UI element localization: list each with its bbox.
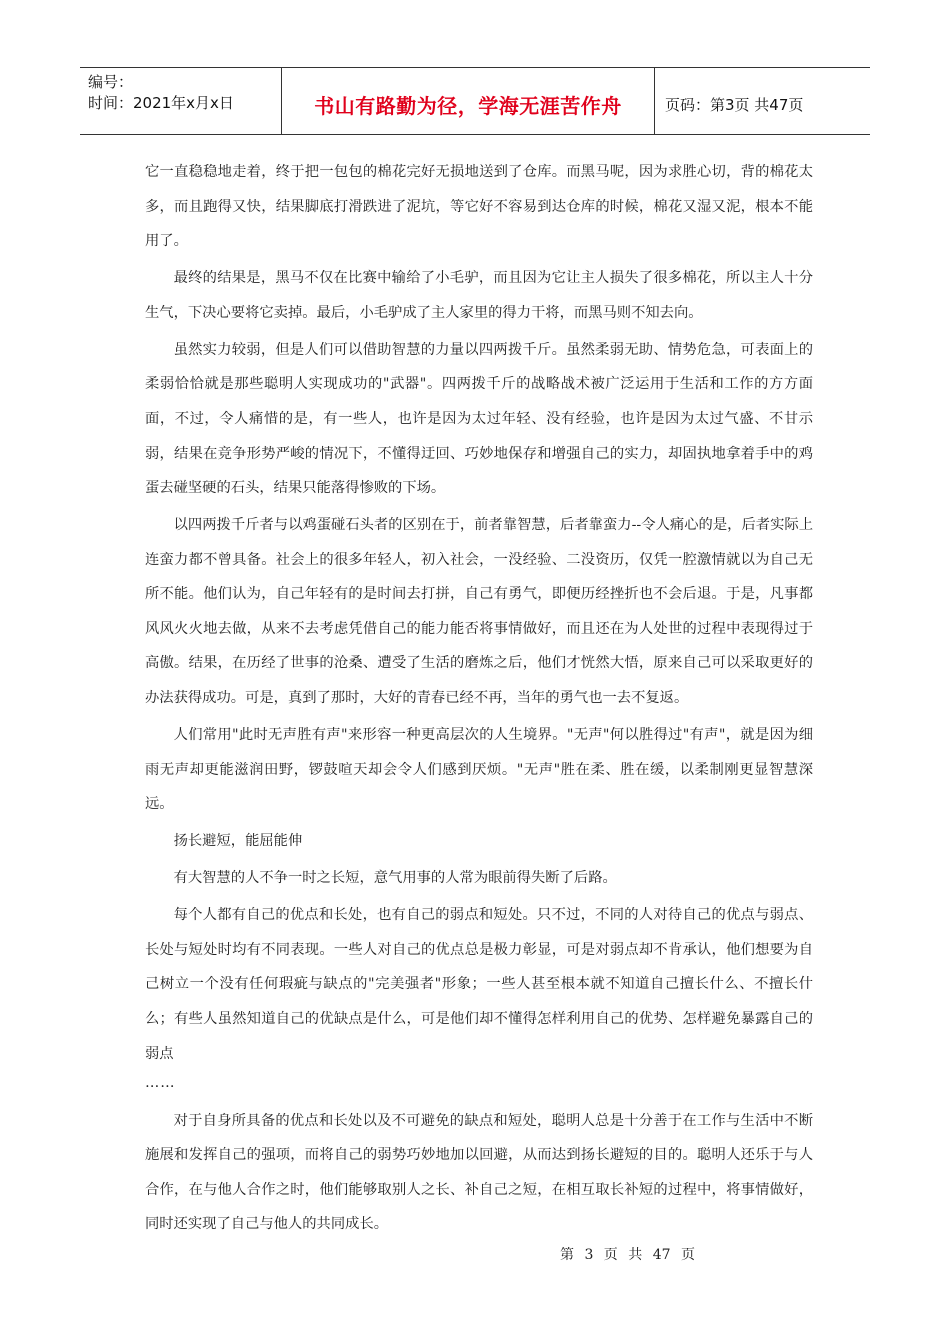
paragraph: 对于自身所具备的优点和长处以及不可避免的缺点和短处，聪明人总是十分善于在工作与生活中不断施展和发挥自己的强项，而将自己的弱势巧妙地加以回避，从而达到扬长避短的目的。聪明人还乐于与人合作，在与他人合作之时，他们能够取别人之长、补自己之短，在相互取长补短的过程中，将事情做好，同时还实现了自己与他人的共同成长。 bbox=[145, 1112, 813, 1233]
motto-text: 书山有路勤为径，学海无涯苦作舟 bbox=[314, 93, 622, 118]
paragraph: 虽然实力较弱，但是人们可以借助智慧的力量以四两拨千斤。虽然柔弱无助、情势危急，可表面上的柔弱恰恰就是那些聪明人实现成功的"武器"。四两拨千斤的战略战术被广泛运用于生活和工作的方方面面，不过，令人痛惜的是，有一些人，也许是因为太过年轻、没有经验，也许是因为太过气盛、不甘示弱，结果在竞争形势严峻的情况下，不懂得迂回、巧妙地保存和增强自己的实力，却固执地拿着手中的鸡蛋去碰坚硬的石头，结果只能落得惨败的下场。 bbox=[145, 341, 813, 497]
header-page-code: 页码：第3页 共47页 bbox=[665, 95, 804, 114]
section-heading: 扬长避短，能屈能伸 bbox=[173, 833, 303, 850]
document-body bbox=[145, 155, 813, 1244]
page-footer: 第 3 页 共 47 页 bbox=[560, 1247, 695, 1263]
paragraph: 人们常用"此时无声胜有声"来形容一种更高层次的人生境界。"无声"何以胜得过"有声"，就是因为细雨无声却更能滋润田野，锣鼓喧天却会令人们感到厌烦。"无声"胜在柔、胜在缓，以柔制刚更显智慧深远。 bbox=[145, 727, 813, 813]
serial-number-label: 编号： bbox=[88, 73, 134, 91]
paragraph: 最终的结果是，黑马不仅在比赛中输给了小毛驴，而且因为它让主人损失了很多棉花，所以主人十分生气，下决心要将它卖掉。最后，小毛驴成了主人家里的得力干将，而黑马则不知去向。 bbox=[145, 270, 813, 321]
document-header bbox=[80, 67, 870, 135]
header-motto-cell bbox=[282, 68, 655, 134]
header-meta bbox=[80, 68, 282, 134]
paragraph: 有大智慧的人不争一时之长短，意气用事的人常为眼前得失断了后路。 bbox=[173, 870, 617, 887]
date-label: 时间：2021年x月x日 bbox=[88, 94, 234, 112]
paragraph: 每个人都有自己的优点和长处，也有自己的弱点和短处。只不过，不同的人对待自己的优点与弱点、长处与短处时均有不同表现。一些人对自己的优点总是极力彰显，可是对弱点却不肯承认，他们想要为自己树立一个没有任何瑕疵与缺点的"完美强者"形象；一些人甚至根本就不知道自己擅长什么、不擅长什么；有些人虽然知道自己的优缺点是什么，可是他们却不懂得怎样利用自己的优势、怎样避免暴露自己的弱点 bbox=[145, 907, 813, 1062]
header-page-cell bbox=[655, 68, 870, 134]
ellipsis: …… bbox=[145, 1074, 176, 1091]
paragraph: 它一直稳稳地走着，终于把一包包的棉花完好无损地送到了仓库。而黑马呢，因为求胜心切，背的棉花太多，而且跑得又快，结果脚底打滑跌进了泥坑，等它好不容易到达仓库的时候，棉花又湿又泥，根本不能用了。 bbox=[145, 164, 813, 250]
paragraph: 以四两拨千斤者与以鸡蛋碰石头者的区别在于，前者靠智慧，后者靠蛮力--令人痛心的是，后者实际上连蛮力都不曾具备。社会上的很多年轻人，初入社会，一没经验、二没资历，仅凭一腔激情就以为自己无所不能。他们认为，自己年轻有的是时间去打拼，自己有勇气，即便历经挫折也不会后退。于是，凡事都风风火火地去做，从来不去考虑凭借自己的能力能否将事情做好，而且还在为人处世的过程中表现得过于高傲。结果，在历经了世事的沧桑、遭受了生活的磨炼之后，他们才恍然大悟，原来自己可以采取更好的办法获得成功。可是，真到了那时，大好的青春已经不再，当年的勇气也一去不复返。 bbox=[145, 517, 813, 707]
